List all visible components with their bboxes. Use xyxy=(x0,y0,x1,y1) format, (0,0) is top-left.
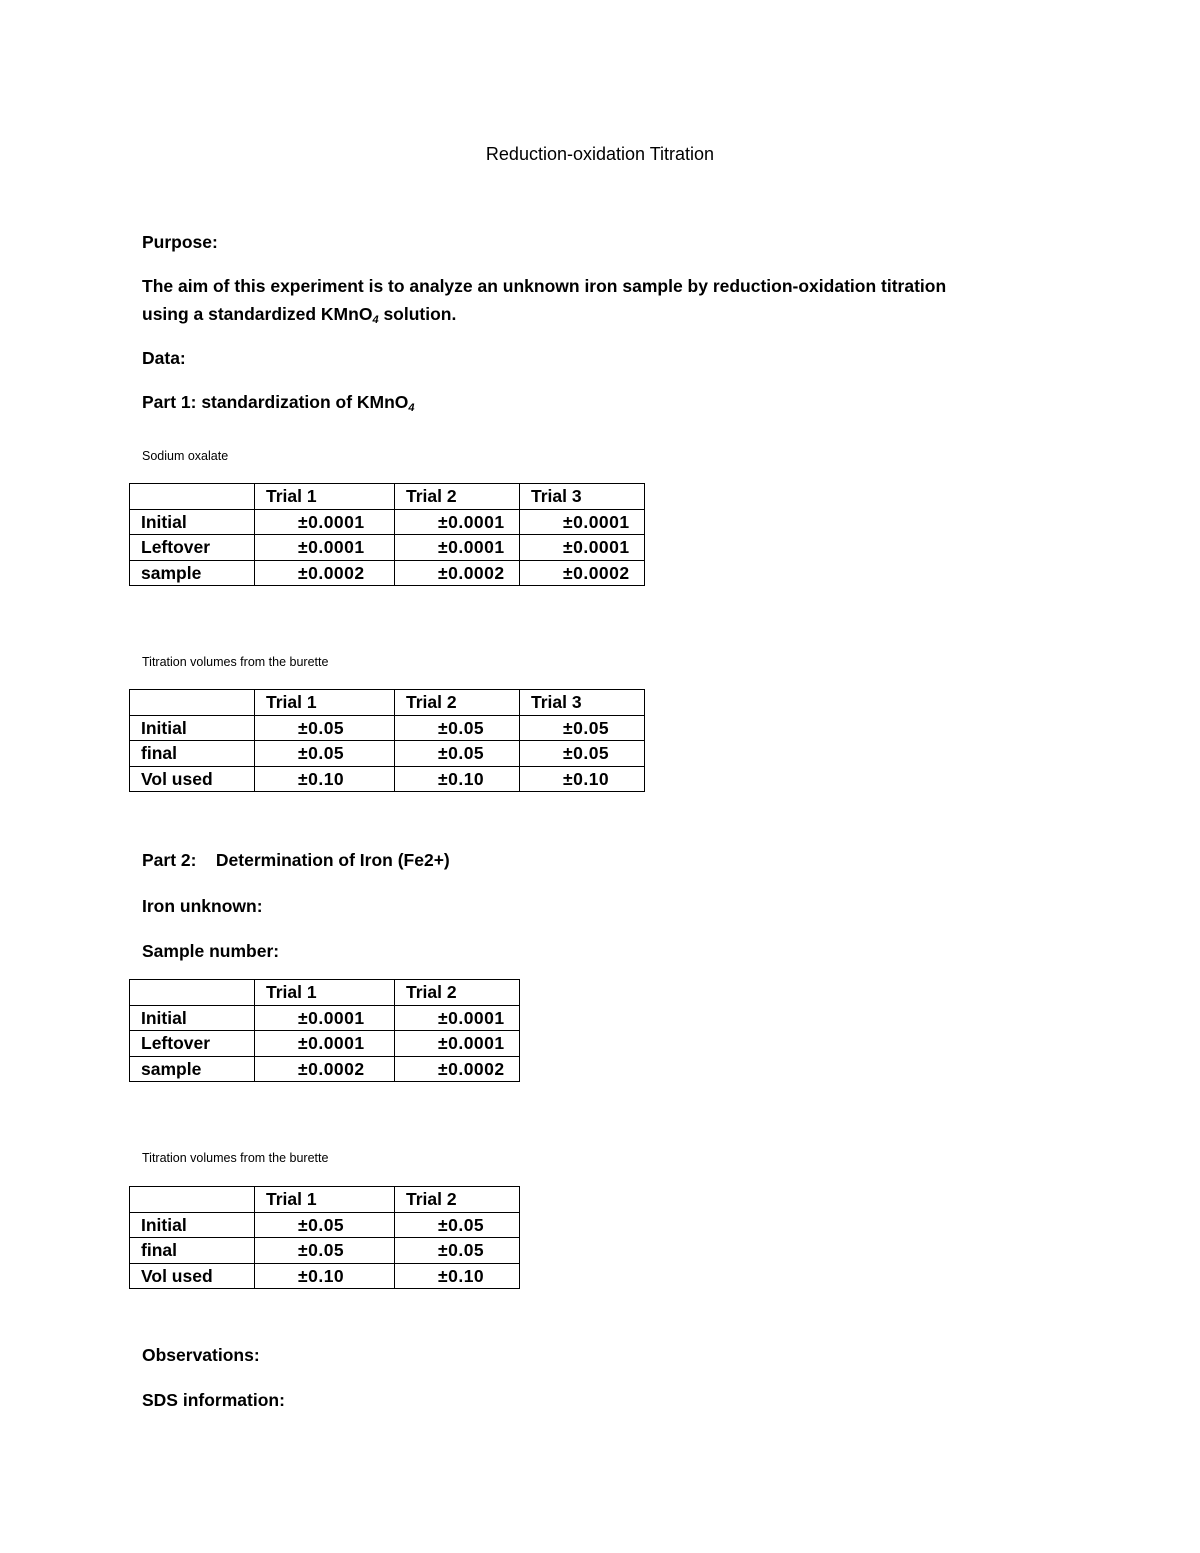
table-cell: ±0.05 xyxy=(255,1212,395,1238)
table-cell: ±0.05 xyxy=(395,715,520,741)
row-label: Initial xyxy=(130,1212,255,1238)
purpose-text-line2-pre: using a standardized KMnO xyxy=(142,304,373,324)
table-cell: ±0.10 xyxy=(395,766,520,792)
table-cell: ±0.0002 xyxy=(255,560,395,586)
table-cell: ±0.05 xyxy=(255,741,395,767)
sodium-oxalate-table xyxy=(129,483,645,586)
table-row xyxy=(130,1005,520,1031)
table-cell: ±0.0001 xyxy=(520,509,645,535)
row-label: final xyxy=(130,1238,255,1264)
table-header-cell: Trial 2 xyxy=(395,1187,520,1213)
table-header-cell: Trial 1 xyxy=(255,484,395,510)
table-row xyxy=(130,1031,520,1057)
table-row xyxy=(130,1056,520,1082)
table-cell: ±0.0001 xyxy=(395,1005,520,1031)
table-header-cell xyxy=(130,1187,255,1213)
table-cell: ±0.0002 xyxy=(395,560,520,586)
table-header-cell: Trial 3 xyxy=(520,690,645,716)
table-cell: ±0.0002 xyxy=(255,1056,395,1082)
table-cell: ±0.0001 xyxy=(395,1031,520,1057)
table-row xyxy=(130,1238,520,1264)
table-header-row xyxy=(130,1187,520,1213)
part1-heading-subscript: 4 xyxy=(408,402,415,414)
table-cell: ±0.10 xyxy=(395,1263,520,1289)
table-header-cell: Trial 1 xyxy=(255,690,395,716)
purpose-text-line2-post: solution. xyxy=(378,304,457,324)
table-cell: ±0.10 xyxy=(520,766,645,792)
titration-volumes-table-part1 xyxy=(129,689,645,792)
purpose-subscript: 4 xyxy=(372,314,379,326)
data-heading: Data: xyxy=(142,348,186,368)
table4-caption: Titration volumes from the burette xyxy=(142,1151,329,1165)
table-cell: ±0.10 xyxy=(255,766,395,792)
row-label: sample xyxy=(130,1056,255,1082)
table-row xyxy=(130,560,645,586)
table-row xyxy=(130,1212,520,1238)
table-cell: ±0.0001 xyxy=(520,535,645,561)
table-row xyxy=(130,535,645,561)
row-label: sample xyxy=(130,560,255,586)
table-cell: ±0.05 xyxy=(520,715,645,741)
sample-number-label: Sample number: xyxy=(142,941,280,961)
row-label: Leftover xyxy=(130,1031,255,1057)
table-cell: ±0.0001 xyxy=(255,1005,395,1031)
table-header-row xyxy=(130,484,645,510)
table-cell: ±0.0001 xyxy=(255,535,395,561)
part2-heading: Part 2: Determination of Iron (Fe2+) xyxy=(142,850,450,870)
table-cell: ±0.0002 xyxy=(520,560,645,586)
purpose-heading: Purpose: xyxy=(142,232,218,252)
table-header-row xyxy=(130,690,645,716)
table-cell: ±0.05 xyxy=(395,741,520,767)
table-header-cell xyxy=(130,690,255,716)
page-title: Reduction-oxidation Titration xyxy=(485,144,715,164)
table-row xyxy=(130,509,645,535)
table-header-cell: Trial 2 xyxy=(395,484,520,510)
row-label: Initial xyxy=(130,715,255,741)
table-cell: ±0.0001 xyxy=(255,509,395,535)
iron-unknown-label: Iron unknown: xyxy=(142,896,263,916)
part1-heading xyxy=(142,388,1042,416)
table-header-cell: Trial 1 xyxy=(255,1187,395,1213)
table-row xyxy=(130,1263,520,1289)
purpose-text-line1: The aim of this experiment is to analyze an unknown iron sample by reduction-oxidation titration xyxy=(142,276,947,296)
table-header-row xyxy=(130,980,520,1006)
row-label: final xyxy=(130,741,255,767)
part1-heading-text: Part 1: standardization of KMnO xyxy=(142,392,409,412)
table-header-cell: Trial 2 xyxy=(395,980,520,1006)
table-row xyxy=(130,741,645,767)
titration-volumes-table-part2 xyxy=(129,1186,520,1289)
table-header-cell xyxy=(130,484,255,510)
table-cell: ±0.0002 xyxy=(395,1056,520,1082)
table-row xyxy=(130,715,645,741)
table-cell: ±0.05 xyxy=(255,1238,395,1264)
table-row xyxy=(130,766,645,792)
sds-information-heading: SDS information: xyxy=(142,1390,285,1410)
table2-caption: Titration volumes from the burette xyxy=(142,655,329,669)
row-label: Initial xyxy=(130,509,255,535)
table-cell: ±0.05 xyxy=(395,1212,520,1238)
row-label: Vol used xyxy=(130,1263,255,1289)
table-cell: ±0.05 xyxy=(395,1238,520,1264)
table1-caption: Sodium oxalate xyxy=(142,449,229,463)
row-label: Leftover xyxy=(130,535,255,561)
table-cell: ±0.0001 xyxy=(255,1031,395,1057)
table-header-cell xyxy=(130,980,255,1006)
table-cell: ±0.0001 xyxy=(395,535,520,561)
purpose-text xyxy=(142,272,1042,328)
row-label: Vol used xyxy=(130,766,255,792)
observations-heading: Observations: xyxy=(142,1345,260,1365)
table-cell: ±0.10 xyxy=(255,1263,395,1289)
iron-sample-mass-table xyxy=(129,979,520,1082)
table-header-cell: Trial 1 xyxy=(255,980,395,1006)
table-header-cell: Trial 3 xyxy=(520,484,645,510)
table-header-cell: Trial 2 xyxy=(395,690,520,716)
table-cell: ±0.05 xyxy=(255,715,395,741)
table-cell: ±0.05 xyxy=(520,741,645,767)
row-label: Initial xyxy=(130,1005,255,1031)
table-cell: ±0.0001 xyxy=(395,509,520,535)
